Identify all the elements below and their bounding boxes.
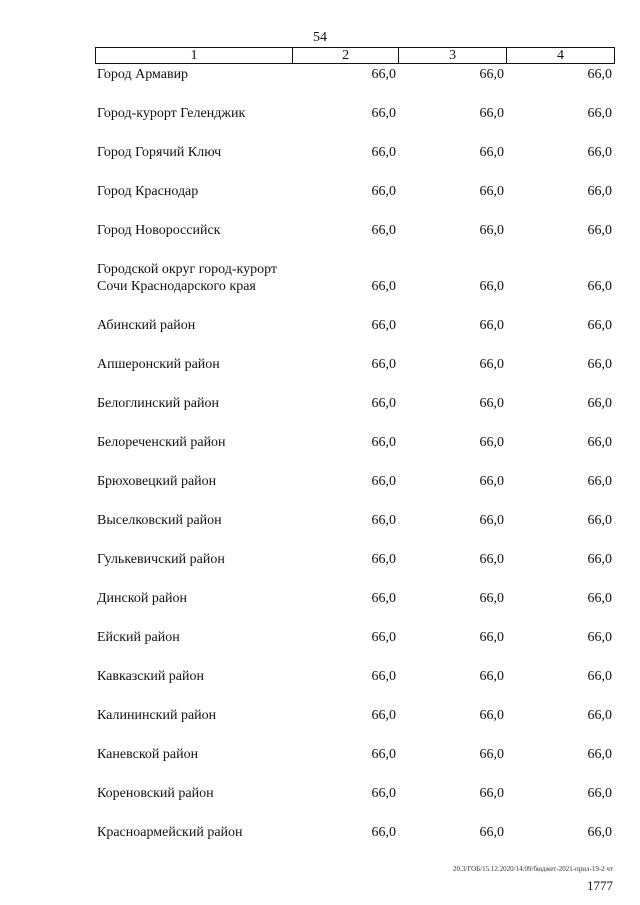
- row-value-col3: 66,0: [479, 396, 504, 411]
- row-value-col2: 66,0: [371, 106, 396, 121]
- row-value-col3: 66,0: [479, 357, 504, 372]
- row-value-col4: 66,0: [587, 630, 612, 645]
- row-name: Белореченский район: [97, 435, 226, 450]
- row-value-col2: 66,0: [371, 591, 396, 606]
- table-row: [95, 568, 615, 607]
- table-row: [95, 295, 615, 334]
- row-value-col3: 66,0: [479, 184, 504, 199]
- row-value-col2: 66,0: [371, 708, 396, 723]
- row-value-col2: 66,0: [371, 552, 396, 567]
- row-value-col4: 66,0: [587, 591, 612, 606]
- row-value-col2: 66,0: [371, 669, 396, 684]
- row-value-col3: 66,0: [479, 279, 504, 294]
- row-value-col2: 66,0: [371, 825, 396, 840]
- row-name: Красноармейский район: [97, 825, 243, 840]
- table-row: [95, 763, 615, 802]
- row-name: Город Краснодар: [97, 184, 199, 199]
- row-name: Гулькевичский район: [97, 552, 225, 567]
- row-value-col3: 66,0: [479, 708, 504, 723]
- row-name: Апшеронский район: [97, 357, 220, 372]
- row-value-col3: 66,0: [479, 106, 504, 121]
- column-header-1: 1: [96, 48, 293, 63]
- table-row: [95, 412, 615, 451]
- row-value-col2: 66,0: [371, 396, 396, 411]
- row-value-col2: 66,0: [371, 747, 396, 762]
- row-value-col4: 66,0: [587, 184, 612, 199]
- row-name: Динской район: [97, 591, 188, 606]
- row-name: Кореновский район: [97, 786, 214, 801]
- row-value-col4: 66,0: [587, 552, 612, 567]
- page-number: 54: [313, 30, 327, 45]
- row-value-col3: 66,0: [479, 223, 504, 238]
- table-row: [95, 239, 615, 295]
- row-value-col3: 66,0: [479, 591, 504, 606]
- table-row: [95, 66, 615, 83]
- row-value-col4: 66,0: [587, 708, 612, 723]
- row-value-col3: 66,0: [479, 513, 504, 528]
- row-value-col4: 66,0: [587, 279, 612, 294]
- row-value-col2: 66,0: [371, 223, 396, 238]
- table-row: [95, 83, 615, 122]
- table-row: [95, 451, 615, 490]
- row-value-col3: 66,0: [479, 318, 504, 333]
- row-name: Город-курорт Геленджик: [97, 106, 246, 121]
- table-header: [95, 47, 615, 64]
- row-value-col4: 66,0: [587, 67, 612, 82]
- row-value-col4: 66,0: [587, 357, 612, 372]
- table-row: [95, 685, 615, 724]
- row-value-col2: 66,0: [371, 318, 396, 333]
- column-header-2: 2: [293, 48, 399, 63]
- row-value-col3: 66,0: [479, 552, 504, 567]
- row-value-col2: 66,0: [371, 786, 396, 801]
- row-value-col4: 66,0: [587, 396, 612, 411]
- row-value-col2: 66,0: [371, 630, 396, 645]
- row-name: Кавказский район: [97, 669, 205, 684]
- row-value-col4: 66,0: [587, 435, 612, 450]
- row-value-col4: 66,0: [587, 669, 612, 684]
- table-row: [95, 607, 615, 646]
- row-value-col3: 66,0: [479, 67, 504, 82]
- row-name: Ейский район: [97, 630, 180, 645]
- row-value-col2: 66,0: [371, 474, 396, 489]
- table-row: [95, 373, 615, 412]
- row-value-col4: 66,0: [587, 825, 612, 840]
- table-row: [95, 802, 615, 841]
- row-name-line1: Городской округ город-курорт: [97, 262, 278, 277]
- row-value-col4: 66,0: [587, 145, 612, 160]
- table-body: [95, 66, 615, 841]
- row-value-col2: 66,0: [371, 67, 396, 82]
- row-value-col4: 66,0: [587, 223, 612, 238]
- table-row: [95, 529, 615, 568]
- row-value-col4: 66,0: [587, 513, 612, 528]
- table-row: [95, 161, 615, 200]
- row-name: Каневской район: [97, 747, 199, 762]
- row-value-col3: 66,0: [479, 786, 504, 801]
- row-value-col4: 66,0: [587, 318, 612, 333]
- table-row: [95, 724, 615, 763]
- row-name: Город Новороссийск: [97, 223, 221, 238]
- row-name: Калининский район: [97, 708, 217, 723]
- sheet-number: 1777: [587, 878, 613, 893]
- table-row: [95, 122, 615, 161]
- column-header-3: 3: [399, 48, 507, 63]
- row-name: [95, 261, 293, 295]
- row-name: Город Горячий Ключ: [97, 145, 222, 160]
- row-value-col3: 66,0: [479, 630, 504, 645]
- row-name: Брюховецкий район: [97, 474, 217, 489]
- row-value-col2: 66,0: [371, 279, 396, 294]
- row-value-col2: 66,0: [371, 357, 396, 372]
- table-row: [95, 490, 615, 529]
- row-value-col3: 66,0: [479, 825, 504, 840]
- row-value-col3: 66,0: [479, 747, 504, 762]
- row-value-col3: 66,0: [479, 145, 504, 160]
- table-row: [95, 334, 615, 373]
- row-value-col3: 66,0: [479, 669, 504, 684]
- row-value-col4: 66,0: [587, 474, 612, 489]
- row-value-col4: 66,0: [587, 786, 612, 801]
- table-row: [95, 646, 615, 685]
- table-row: [95, 200, 615, 239]
- row-name-line2: Сочи Краснодарского края: [97, 279, 256, 294]
- document-code: 20.3/ГОБ/15.12.2020/14:09/бюджет-2021-прил-19-2 чт: [453, 865, 613, 873]
- row-value-col2: 66,0: [371, 184, 396, 199]
- row-name: Абинский район: [97, 318, 196, 333]
- row-value-col4: 66,0: [587, 747, 612, 762]
- row-value-col3: 66,0: [479, 435, 504, 450]
- row-value-col2: 66,0: [371, 435, 396, 450]
- row-value-col4: 66,0: [587, 106, 612, 121]
- row-name: Белоглинский район: [97, 396, 219, 411]
- row-value-col2: 66,0: [371, 145, 396, 160]
- column-header-4: 4: [557, 47, 565, 63]
- row-name: Выселковский район: [97, 513, 222, 528]
- row-value-col2: 66,0: [371, 513, 396, 528]
- row-name: Город Армавир: [97, 67, 189, 82]
- row-value-col3: 66,0: [479, 474, 504, 489]
